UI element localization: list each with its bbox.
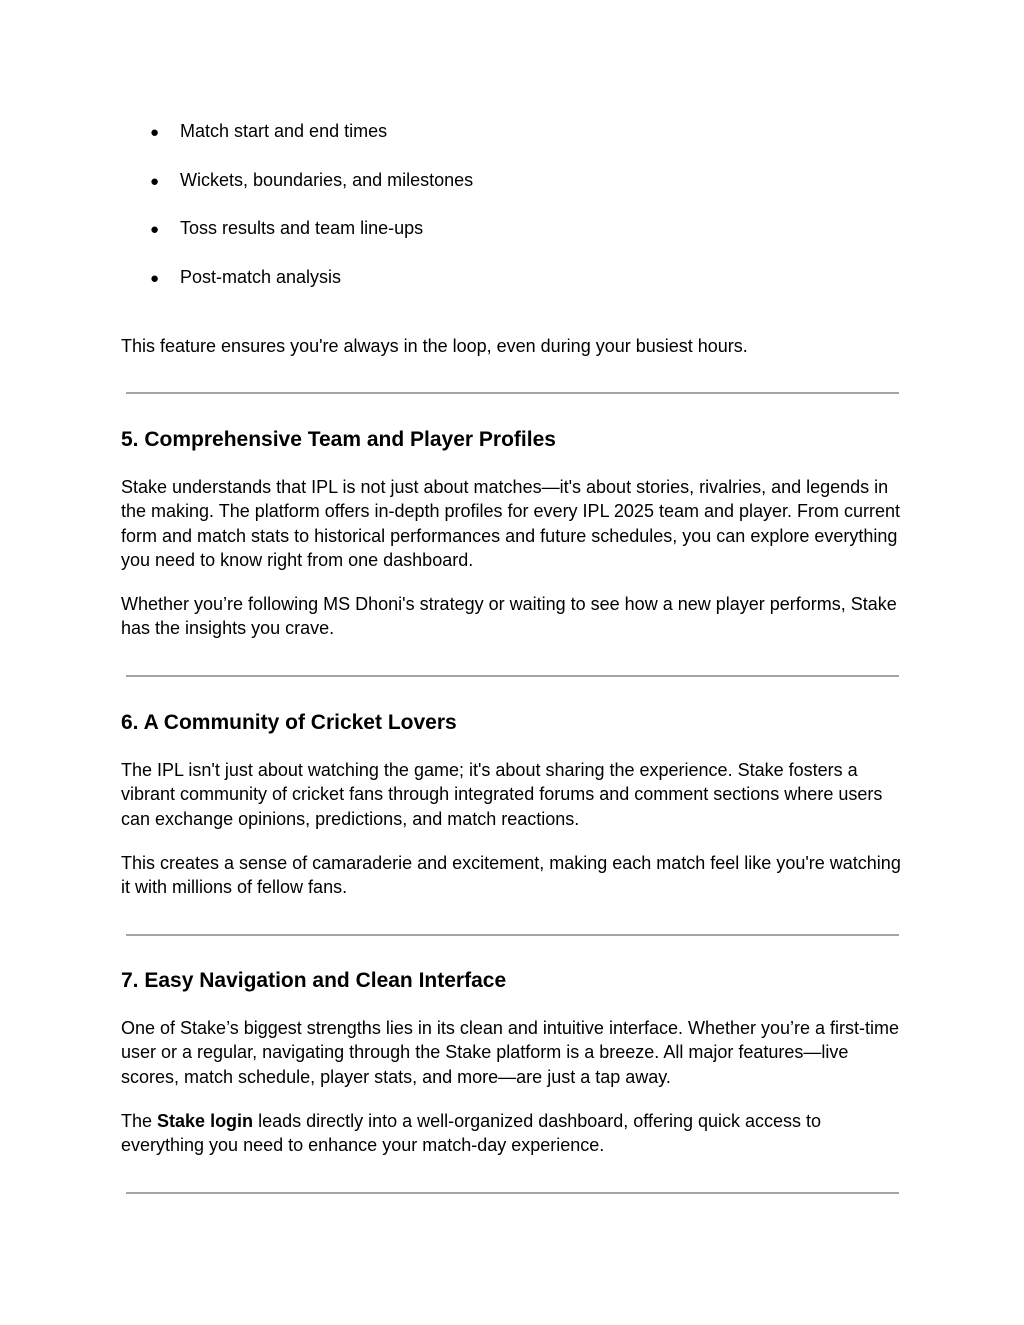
bullet-icon: ● xyxy=(150,221,160,238)
section-7-title: 7. Easy Navigation and Clean Interface xyxy=(121,969,507,992)
bullet-text: Toss results and team line-ups xyxy=(180,218,424,238)
section-5-paragraph-2: Whether you’re following MS Dhoni's strategy or waiting to see how a new player performs, Stake has the insights you crave. xyxy=(121,594,897,639)
intro-paragraph: This feature ensures you're always in the loop, even during your busiest hours. xyxy=(121,336,748,356)
section-5-paragraph-1: Stake understands that IPL is not just about matches—it's about stories, rivalries, and legends in the making. The platform offers in-depth profiles for every IPL 2025 team and player. From current form and match stats to historical performances and future schedules, you can explore everything you need to know right from one dashboard. xyxy=(121,477,901,570)
section-7-paragraph-2 xyxy=(121,1109,906,1158)
list-item xyxy=(150,119,387,145)
section-divider xyxy=(126,675,899,677)
list-item xyxy=(150,265,341,291)
bullet-text: Wickets, boundaries, and milestones xyxy=(180,170,474,190)
bullet-text: Post-match analysis xyxy=(180,267,342,287)
paragraph-text: leads directly into a well-organized dashboard, offering quick access to everything you need to enhance your match-day experience. xyxy=(121,1111,822,1156)
bullet-icon: ● xyxy=(150,124,160,141)
bullet-icon: ● xyxy=(150,173,160,190)
section-divider xyxy=(126,934,899,936)
section-5-title: 5. Comprehensive Team and Player Profiles xyxy=(121,428,556,451)
paragraph-text: The xyxy=(121,1111,158,1131)
section-7-paragraph-1: One of Stake’s biggest strengths lies in its clean and intuitive interface. Whether you’re a first-time user or a regular, navigating through the Stake platform is a breeze. All major features—live scores, match schedule, player stats, and more—are just a tap away. xyxy=(121,1018,900,1087)
list-item xyxy=(150,168,473,194)
section-divider xyxy=(126,392,899,394)
bullet-text: Match start and end times xyxy=(180,121,388,141)
section-6-paragraph-1: The IPL isn't just about watching the game; it's about sharing the experience. Stake fosters a vibrant community of cricket fans through integrated forums and comment sections where users can exchange opinions, predictions, and match reactions. xyxy=(121,760,883,829)
section-6-paragraph-2: This creates a sense of camaraderie and excitement, making each match feel like you're watching it with millions of fellow fans. xyxy=(121,853,901,898)
bullet-icon: ● xyxy=(150,270,160,287)
stake-login-emphasis: Stake login xyxy=(157,1111,254,1131)
section-divider xyxy=(126,1192,899,1194)
list-item xyxy=(150,216,423,242)
section-6-title: 6. A Community of Cricket Lovers xyxy=(121,711,457,734)
